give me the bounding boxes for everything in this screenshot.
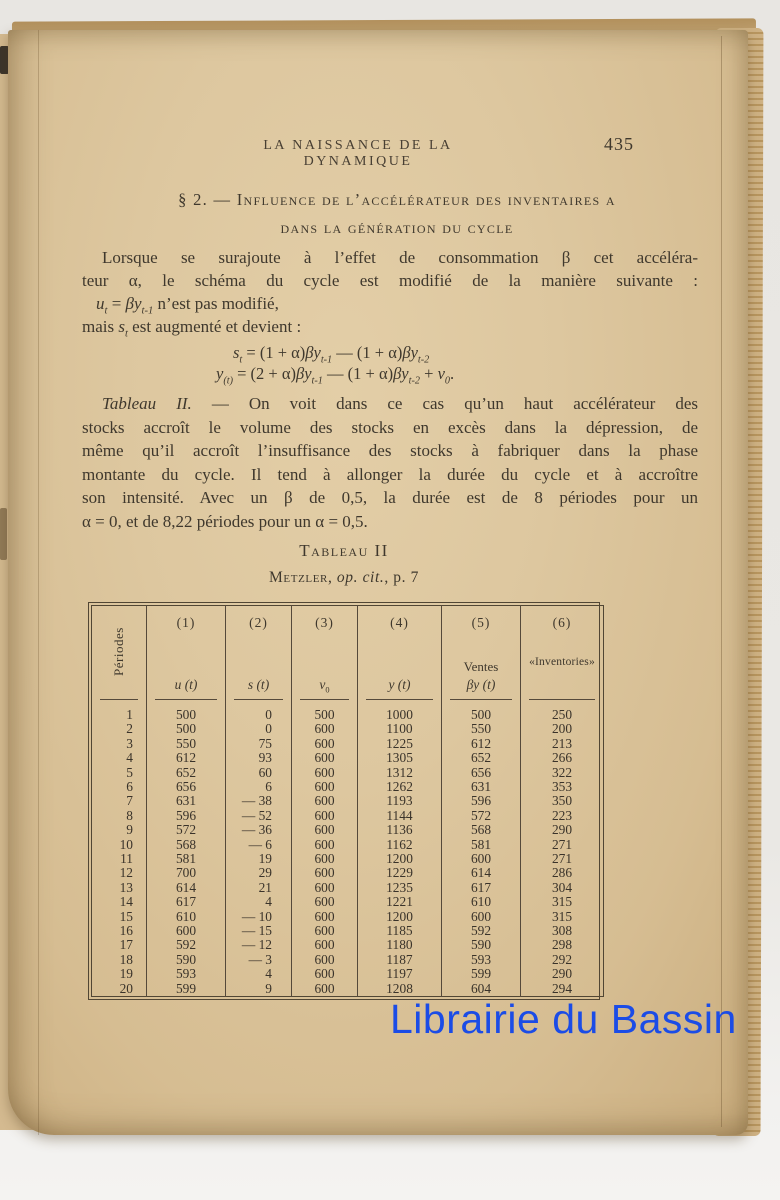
table-cell: 250 — [551, 707, 573, 723]
table-cell: 656 — [442, 766, 521, 780]
table-cell: 292 — [551, 951, 573, 967]
table-cell: 304 — [551, 879, 573, 895]
table-cell: 600 — [292, 751, 358, 765]
equations-block — [8, 342, 748, 387]
table-cell: 590 — [147, 953, 226, 967]
table-cell: 612 — [147, 751, 226, 765]
text-line: α = 0, et de 8,22 périodes pour un α = 0,5. — [82, 511, 368, 531]
table-cell: 1185 — [358, 924, 442, 938]
table-cell: 75 — [226, 737, 292, 751]
table-cell: 600 — [147, 924, 226, 938]
equation-line: $y_{(t)} = (2 + \alpha)\beta y_{t-1}$ — $(1 + \alpha)\beta y_{t-2} + v_0$. — [216, 364, 455, 387]
table-caption: Metzler, op. cit., p. 7 — [269, 569, 419, 586]
text-line: mais $s_t$ est augmenté et devient : — [82, 317, 302, 340]
table-cell: 596 — [147, 809, 226, 823]
table-cell: 581 — [442, 838, 521, 852]
text-line: montante du cycle. Il tend à allonger la durée du cycle et à accroître — [82, 464, 698, 484]
table-cell: 8 — [92, 809, 147, 823]
table-cell: 60 — [226, 766, 292, 780]
table-cell: 600 — [442, 910, 521, 924]
table-cell: 1200 — [358, 852, 442, 866]
table-cell: 298 — [551, 937, 573, 953]
table-cell: — 6 — [226, 838, 292, 852]
table-cell: 592 — [442, 924, 521, 938]
table-row — [92, 794, 604, 808]
text-line: son intensité. Avec un β de 0,5, la durée est de 8 périodes pour un — [82, 488, 698, 507]
table-cell: 0 — [226, 722, 292, 736]
table-row — [92, 809, 604, 823]
table-cell: 1100 — [358, 722, 442, 736]
text-line: teur α, le schéma du cycle est modifié de la manière suivante : — [82, 271, 698, 290]
table-cell: 1162 — [358, 838, 442, 852]
table-cell: 6 — [92, 780, 147, 794]
table-cell: 617 — [147, 895, 226, 909]
table-cell: 652 — [442, 751, 521, 765]
table-cell: — 52 — [226, 809, 292, 823]
table-cell: 4 — [226, 967, 292, 981]
table-cell: 9 — [226, 981, 292, 996]
equation-line: $s_t = (1 + \alpha)\beta y_{t-1}$ — $(1 + \alpha)\beta y_{t-2}$ — [233, 343, 430, 366]
fore-edge-crease — [721, 36, 722, 1127]
table-row — [92, 823, 604, 837]
table-cell: 600 — [292, 881, 358, 895]
table-cell: 6 — [226, 780, 292, 794]
table-cell: 13 — [92, 881, 147, 895]
text-line: stocks accroît le volume des stocks en excès dans la dépression, de — [82, 417, 698, 437]
running-head: LA NAISSANCE DE LA DYNAMIQUE — [263, 138, 453, 169]
column-header-ventes: (5) Ventes βy (t) — [463, 615, 499, 692]
table-cell: 7 — [92, 794, 147, 808]
table-cell: 600 — [292, 924, 358, 938]
table-cell: 550 — [147, 737, 226, 751]
table-cell: 1 — [92, 700, 147, 722]
table-cell: 1000 — [358, 700, 442, 722]
table-cell: 200 — [551, 721, 573, 737]
table-cell: 1193 — [358, 794, 442, 808]
table-cell: 599 — [147, 981, 226, 996]
spine-mark — [0, 508, 7, 560]
table-cell: 600 — [292, 866, 358, 880]
table-row — [92, 910, 604, 924]
table-cell: 581 — [147, 852, 226, 866]
table-cell: 1262 — [358, 780, 442, 794]
table-cell: 600 — [292, 981, 358, 996]
paragraph-tableau — [82, 392, 698, 533]
table-cell: 593 — [442, 953, 521, 967]
table-cell: 568 — [147, 838, 226, 852]
table-cell: 500 — [147, 722, 226, 736]
table-cell: — 3 — [226, 953, 292, 967]
table-cell: 4 — [92, 751, 147, 765]
table-cell: 213 — [551, 735, 573, 751]
table-cell: 3 — [92, 737, 147, 751]
table-cell: 600 — [292, 766, 358, 780]
table-cell: 290 — [551, 822, 573, 838]
table-cell: 19 — [226, 852, 292, 866]
table-cell: 600 — [292, 910, 358, 924]
column-header-v0: (3) $v_0$ — [315, 615, 334, 695]
table-row — [92, 766, 604, 780]
table-cell: 500 — [147, 700, 226, 722]
table-cell: 600 — [292, 780, 358, 794]
section-heading — [97, 186, 697, 242]
table-cell: 322 — [551, 764, 573, 780]
table-cell: 604 — [442, 981, 521, 996]
table-row — [92, 780, 604, 794]
table-row — [92, 866, 604, 880]
table-cell: 15 — [92, 910, 147, 924]
table-cell: 1229 — [358, 866, 442, 880]
section-heading-line1: § 2. — Influence de l’accélérateur des inventaires α — [178, 190, 616, 209]
table-row — [92, 967, 604, 981]
table-cell: 1180 — [358, 938, 442, 952]
column-header-y: (4) y (t) — [388, 615, 411, 692]
table-cell: 353 — [551, 779, 573, 795]
text-line: Tableau II. — On voit dans ce cas qu’un haut accélérateur des — [102, 394, 698, 413]
table-cell: 294 — [551, 980, 573, 996]
table-row — [92, 924, 604, 938]
table-cell: 600 — [292, 953, 358, 967]
table-row — [92, 881, 604, 895]
table-cell: 610 — [147, 910, 226, 924]
table-cell: — 36 — [226, 823, 292, 837]
table-cell: 10 — [92, 838, 147, 852]
data-table — [88, 602, 600, 1000]
table-cell: 21 — [226, 881, 292, 895]
table-cell: 1221 — [358, 895, 442, 909]
table-cell: 308 — [551, 922, 573, 938]
table-cell: 5 — [92, 766, 147, 780]
table-body — [92, 700, 604, 997]
table-cell: 600 — [292, 838, 358, 852]
table-cell: 600 — [292, 794, 358, 808]
table-cell: 600 — [292, 809, 358, 823]
table-cell: 600 — [292, 967, 358, 981]
book-page — [8, 30, 748, 1135]
text-line: $u_t = \beta y_{t-1}$ n’est pas modifié, — [96, 294, 279, 317]
table-cell: — 15 — [226, 924, 292, 938]
table-cell: 614 — [442, 866, 521, 880]
table-cell: 592 — [147, 938, 226, 952]
table-header-row — [92, 606, 604, 701]
table-row — [92, 938, 604, 952]
table-cell: 18 — [92, 953, 147, 967]
table-cell: 271 — [551, 851, 573, 866]
table-row — [92, 852, 604, 866]
table-cell: 1197 — [358, 967, 442, 981]
table-cell: 656 — [147, 780, 226, 794]
table-cell: 290 — [551, 966, 573, 982]
table-cell: — 38 — [226, 794, 292, 808]
table-cell: 1136 — [358, 823, 442, 837]
table-cell: 600 — [292, 823, 358, 837]
table-cell: 286 — [551, 865, 573, 881]
table-cell: 700 — [147, 866, 226, 880]
table-cell: 600 — [292, 852, 358, 866]
table-cell: 16 — [92, 924, 147, 938]
column-header-s: (2) s (t) — [247, 615, 270, 692]
table-cell: — 10 — [226, 910, 292, 924]
table-cell: 500 — [442, 700, 521, 722]
column-header-u: (1) u (t) — [174, 615, 198, 692]
table-cell: 600 — [292, 938, 358, 952]
table-cell: 550 — [442, 722, 521, 736]
watermark-librairie: Librairie du Bassin — [390, 996, 737, 1042]
table-cell: 271 — [551, 836, 573, 852]
table-title: Tableau II — [299, 541, 389, 560]
table-cell: 1208 — [358, 981, 442, 996]
table-cell: 4 — [226, 895, 292, 909]
table-cell: 350 — [551, 793, 573, 809]
table-cell: 9 — [92, 823, 147, 837]
table-cell: 600 — [292, 737, 358, 751]
paragraph-intro — [82, 246, 698, 338]
table-cell: 11 — [92, 852, 147, 866]
table-cell: 20 — [92, 981, 147, 996]
table-cell: 593 — [147, 967, 226, 981]
table-cell: 1200 — [358, 910, 442, 924]
table-row — [92, 838, 604, 852]
table-cell: 29 — [226, 866, 292, 880]
table-cell: 652 — [147, 766, 226, 780]
table-cell: 612 — [442, 737, 521, 751]
table-cell: 610 — [442, 895, 521, 909]
table-cell: 223 — [551, 807, 573, 823]
table-row — [92, 895, 604, 909]
table-row — [92, 981, 604, 996]
table-cell: 2 — [92, 722, 147, 736]
table-cell: 572 — [147, 823, 226, 837]
table-cell: 266 — [551, 750, 573, 766]
table-cell: 631 — [442, 780, 521, 794]
table-cell: 1235 — [358, 881, 442, 895]
page-number: 435 — [604, 134, 634, 154]
text-line: Lorsque se surajoute à l’effet de consommation β cet accéléra- — [102, 248, 698, 267]
table-cell: 315 — [551, 908, 573, 924]
table-cell: 631 — [147, 794, 226, 808]
gutter-crease — [38, 30, 39, 1135]
table-cell: 1312 — [358, 766, 442, 780]
table-cell: 1144 — [358, 809, 442, 823]
table-row — [92, 700, 604, 722]
table-cell: 590 — [442, 938, 521, 952]
table-cell: 572 — [442, 809, 521, 823]
table-cell: 1187 — [358, 953, 442, 967]
table-cell: 617 — [442, 881, 521, 895]
table-row — [92, 737, 604, 751]
table-cell: — 12 — [226, 938, 292, 952]
table-row — [92, 722, 604, 736]
table-cell: 599 — [442, 967, 521, 981]
table-cell: 14 — [92, 895, 147, 909]
table-cell: 568 — [442, 823, 521, 837]
text-line: même qu’il accroît l’insuffisance des stocks à fabriquer dans la phase — [82, 441, 698, 460]
table-row — [92, 953, 604, 967]
table-cell: 596 — [442, 794, 521, 808]
table-cell: 614 — [147, 881, 226, 895]
table-cell: 600 — [292, 895, 358, 909]
column-header-inventories: (6) «Inventories» — [529, 615, 595, 668]
section-heading-line2: dans la génération du cycle — [280, 218, 514, 237]
table-cell: 17 — [92, 938, 147, 952]
table-cell: 500 — [292, 700, 358, 722]
table-row — [92, 751, 604, 765]
table-cell: 600 — [292, 722, 358, 736]
table-cell: 19 — [92, 967, 147, 981]
table-cell: 0 — [226, 700, 292, 722]
table-cell: 1305 — [358, 751, 442, 765]
column-header-periodes: Périodes — [111, 627, 126, 677]
table-cell: 93 — [226, 751, 292, 765]
table-cell: 12 — [92, 866, 147, 880]
table-cell: 315 — [551, 894, 573, 910]
table-cell: 1225 — [358, 737, 442, 751]
table-cell: 600 — [442, 852, 521, 866]
